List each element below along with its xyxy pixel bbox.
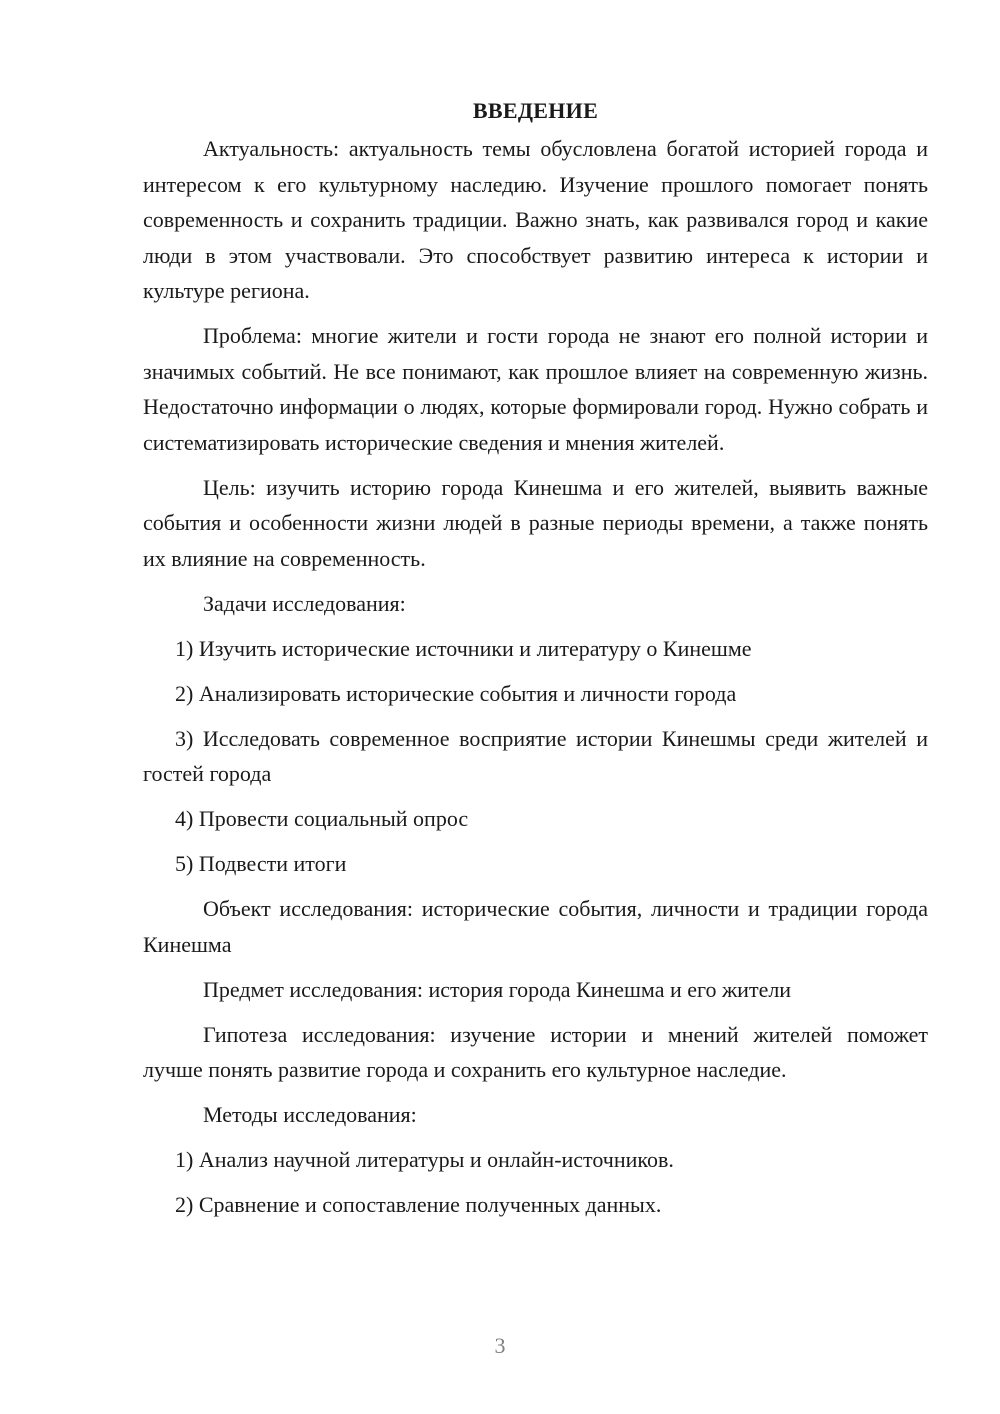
subject-paragraph: Предмет исследования: история города Кинешма и его жители <box>203 976 792 1002</box>
task-item: 1) Изучить исторические источники и литературу о Кинешме <box>175 635 752 661</box>
method-item: 2) Сравнение и сопоставление полученных данных. <box>175 1192 662 1217</box>
page-number: 3 <box>494 1333 506 1358</box>
page-content <box>143 93 928 1232</box>
methods-heading: Методы исследования: <box>203 1102 417 1127</box>
section-title: ВВЕДЕНИЕ <box>472 98 599 123</box>
task-item: 4) Провести социальный опрос <box>175 806 469 831</box>
hypothesis-paragraph: Гипотеза исследования: изучение истории и мнений жителей поможет лучше понять развитие города и сохранить его культурное наследие. <box>143 1021 928 1082</box>
object-paragraph: Объект исследования: исторические события, личности и традиции города Кинешма <box>143 896 928 957</box>
task-item: 3) Исследовать современное восприятие истории Кинешмы среди жителей и гостей города <box>143 725 928 786</box>
problem-paragraph: Проблема: многие жители и гости города не знают его полной истории и значимых событий. Не все понимают, как прошлое влияет на современную жизнь. Недостаточно информации о людях, которые формировали город. Нужно собрать и систематизировать исторические сведения и мнения жителей. <box>143 323 928 455</box>
method-item: 1) Анализ научной литературы и онлайн-источников. <box>175 1147 674 1172</box>
goal-paragraph: Цель: изучить историю города Кинешма и его жителей, выявить важные события и особенности жизни людей в разные периоды времени, а также понять их влияние на современность. <box>143 474 928 571</box>
task-item: 5) Подвести итоги <box>175 851 347 876</box>
task-item: 2) Анализировать исторические события и личности города <box>175 680 737 706</box>
tasks-heading: Задачи исследования: <box>203 590 406 616</box>
relevance-paragraph: Актуальность: актуальность темы обусловлена богатой историей города и интересом к его культурному наследию. Изучение прошлого помогает понять современность и сохранить традиции. Важно знать, как развивался город и какие люди в этом участвовали. Это способствует развитию интереса к истории и культуре региона. <box>143 136 928 303</box>
